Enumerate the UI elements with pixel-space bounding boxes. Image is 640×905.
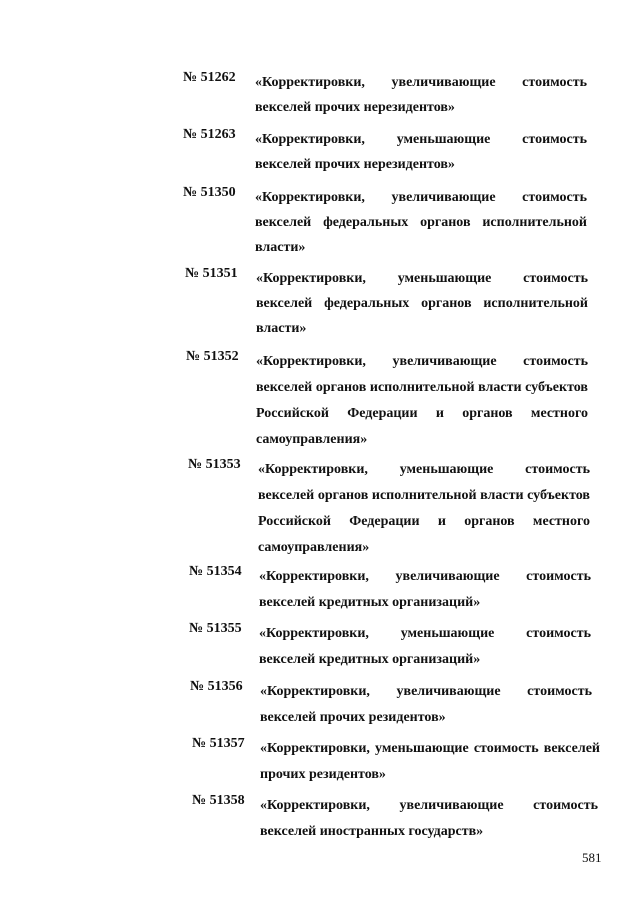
account-description: «Корректировки, увеличивающие стоимость векселей прочих резидентов» xyxy=(260,684,592,725)
account-description: «Корректировки, увеличивающие стоимость векселей прочих нерезидентов» xyxy=(255,75,587,115)
account-number: № 51355 xyxy=(189,621,242,636)
account-number: № 51351 xyxy=(185,266,238,281)
account-description: «Корректировки, уменьшающие стоимость векселей прочих резидентов» xyxy=(260,741,600,782)
account-number: № 51350 xyxy=(183,185,236,200)
account-description: «Корректировки, уменьшающие стоимость векселей федеральных органов исполнительной власти» xyxy=(256,271,588,336)
account-description: «Корректировки, увеличивающие стоимость векселей кредитных организаций» xyxy=(259,569,591,610)
account-description: «Корректировки, уменьшающие стоимость векселей прочих нерезидентов» xyxy=(255,132,587,172)
account-number: № 51263 xyxy=(183,127,236,142)
account-number: № 51356 xyxy=(190,679,243,694)
account-description: «Корректировки, уменьшающие стоимость векселей органов исполнительной власти субъектов Российской Федерации и органов местного самоуправления» xyxy=(258,462,590,555)
account-number: № 51357 xyxy=(192,736,245,751)
account-number: № 51352 xyxy=(186,349,239,364)
account-number: № 51354 xyxy=(189,564,242,579)
account-number: № 51262 xyxy=(183,70,236,85)
account-description: «Корректировки, увеличивающие стоимость векселей федеральных органов исполнительной власти» xyxy=(255,190,587,255)
account-description: «Корректировки, увеличивающие стоимость векселей органов исполнительной власти субъектов Российской Федерации и органов местного самоуправления» xyxy=(256,354,588,447)
page-number: 581 xyxy=(582,850,602,865)
account-number: № 51358 xyxy=(192,793,245,808)
account-number: № 51353 xyxy=(188,457,241,472)
account-description: «Корректировки, увеличивающие стоимость векселей иностранных государств» xyxy=(260,798,598,839)
account-description: «Корректировки, уменьшающие стоимость векселей кредитных организаций» xyxy=(259,626,591,667)
